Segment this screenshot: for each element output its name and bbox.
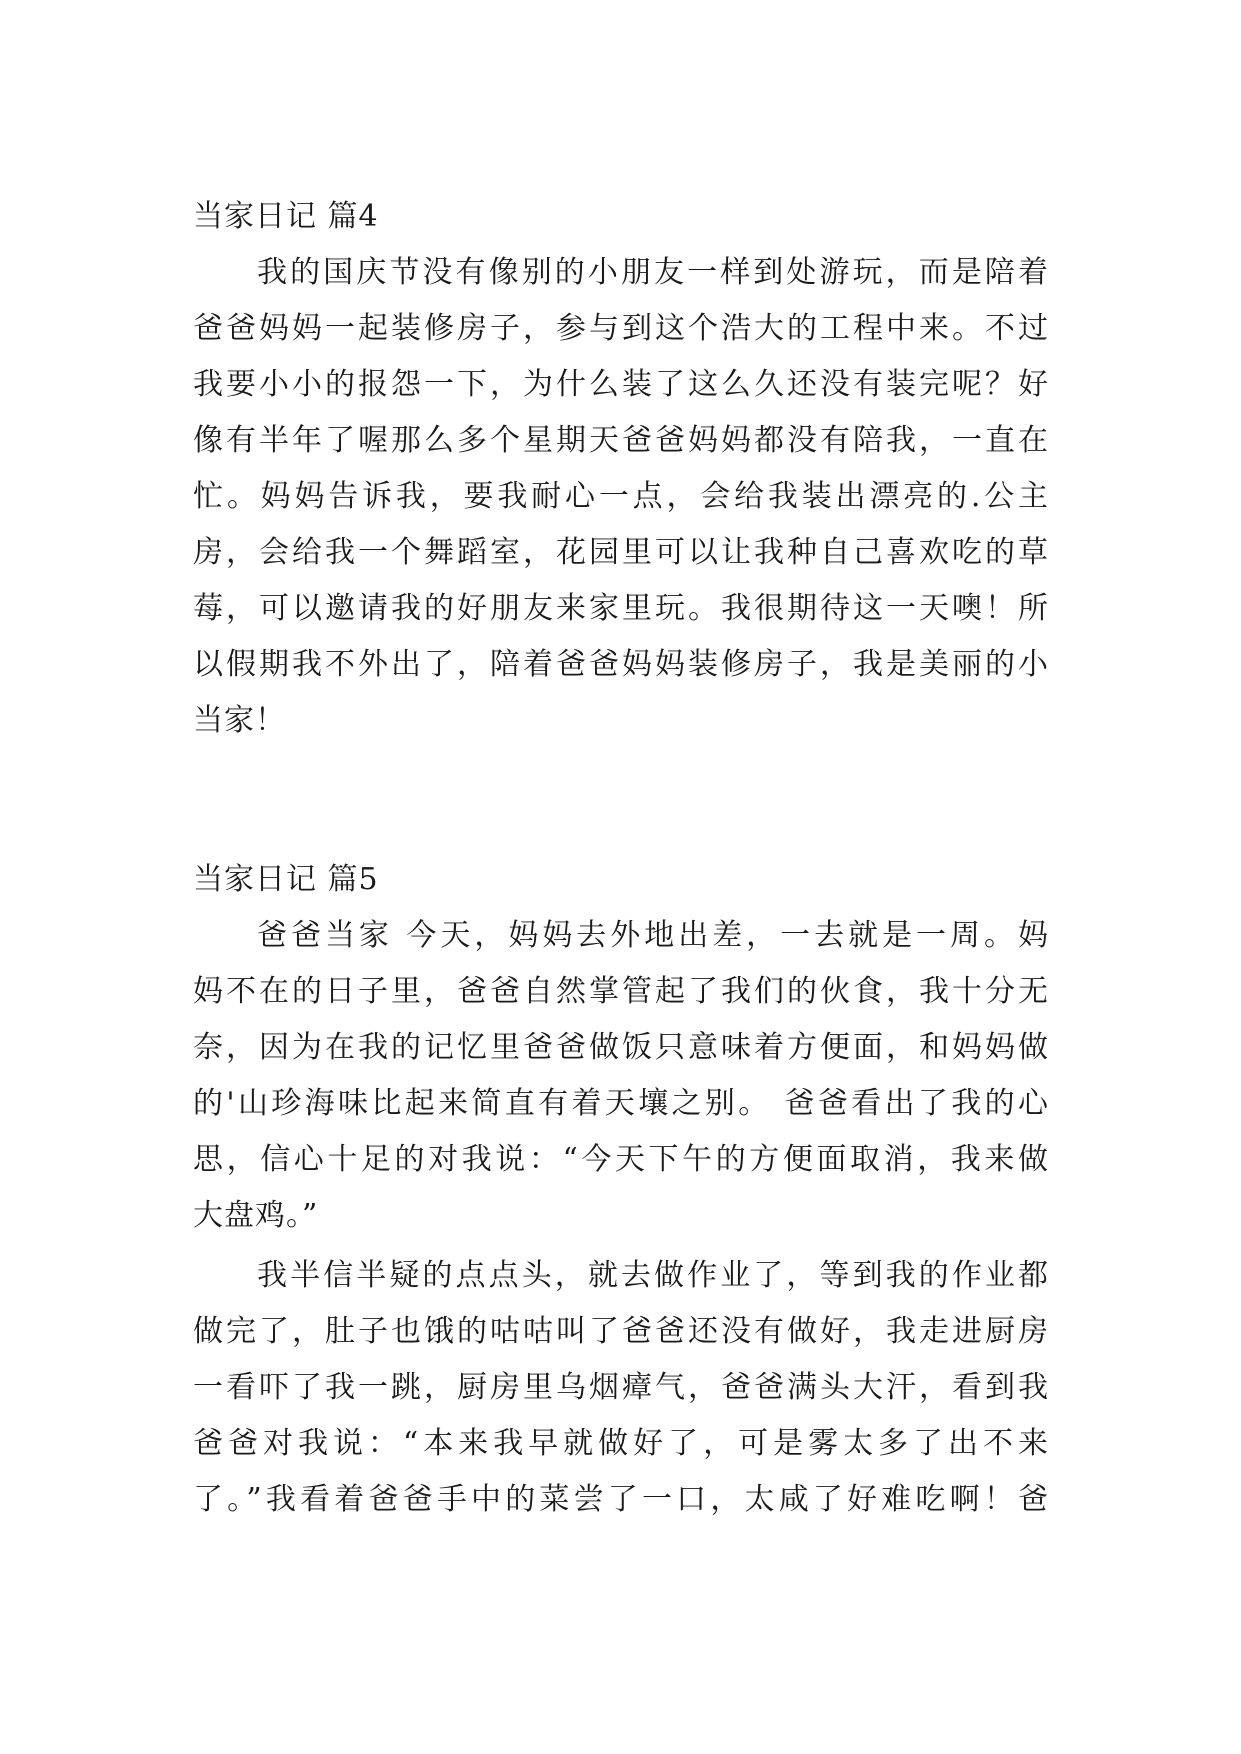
paragraph-line: 思，信心十足的对我说：“今天下午的方便面取消，我来做: [193, 1142, 1049, 1177]
paragraph-line: 的'山珍海味比起来简直有着天壤之别。 爸爸看出了我的心: [193, 1086, 1049, 1121]
paragraph-line: 奈，因为在我的记忆里爸爸做饭只意味着方便面，和妈妈做: [193, 1030, 1049, 1065]
paragraph-line: 房，会给我一个舞蹈室，花园里可以让我种自己喜欢吃的草: [193, 535, 1049, 570]
paragraph-line: 做完了，肚子也饿的咕咕叫了爸爸还没有做好，我走进厨房: [193, 1314, 1049, 1349]
paragraph-line: 以假期我不外出了，陪着爸爸妈妈装修房子，我是美丽的小: [193, 647, 1049, 682]
section-heading-4: 当家日记 篇4: [193, 199, 379, 234]
paragraph-line: 爸爸当家 今天，妈妈去外地出差，一去就是一周。妈: [257, 918, 1049, 953]
paragraph-line: 莓，可以邀请我的好朋友来家里玩。我很期待这一天噢！所: [193, 591, 1049, 626]
section-heading-5: 当家日记 篇5: [193, 862, 379, 897]
paragraph-line: 爸爸对我说：“本来我早就做好了，可是雾太多了出不来: [193, 1426, 1049, 1461]
paragraph-line: 忙。妈妈告诉我，要我耐心一点，会给我装出漂亮的.公主: [193, 479, 1049, 514]
paragraph-line: 我要小小的报怨一下，为什么装了这么久还没有装完呢？好: [193, 367, 1049, 402]
paragraph-line: 像有半年了喔那么多个星期天爸爸妈妈都没有陪我，一直在: [193, 423, 1049, 458]
paragraph-line: 我的国庆节没有像别的小朋友一样到处游玩，而是陪着: [257, 255, 1049, 290]
paragraph-line: 妈不在的日子里，爸爸自然掌管起了我们的伙食，我十分无: [193, 974, 1049, 1009]
paragraph-line: 当家！: [193, 703, 286, 738]
paragraph-line: 一看吓了我一跳，厨房里乌烟瘴气，爸爸满头大汗，看到我: [193, 1370, 1049, 1405]
paragraph-line: 我半信半疑的点点头，就去做作业了，等到我的作业都: [257, 1258, 1049, 1293]
paragraph-line: 爸爸妈妈一起装修房子，参与到这个浩大的工程中来。不过: [193, 311, 1049, 346]
paragraph-line: 了。”我看着爸爸手中的菜尝了一口，太咸了好难吃啊！爸: [193, 1482, 1049, 1517]
paragraph-line: 大盘鸡。”: [193, 1198, 319, 1233]
